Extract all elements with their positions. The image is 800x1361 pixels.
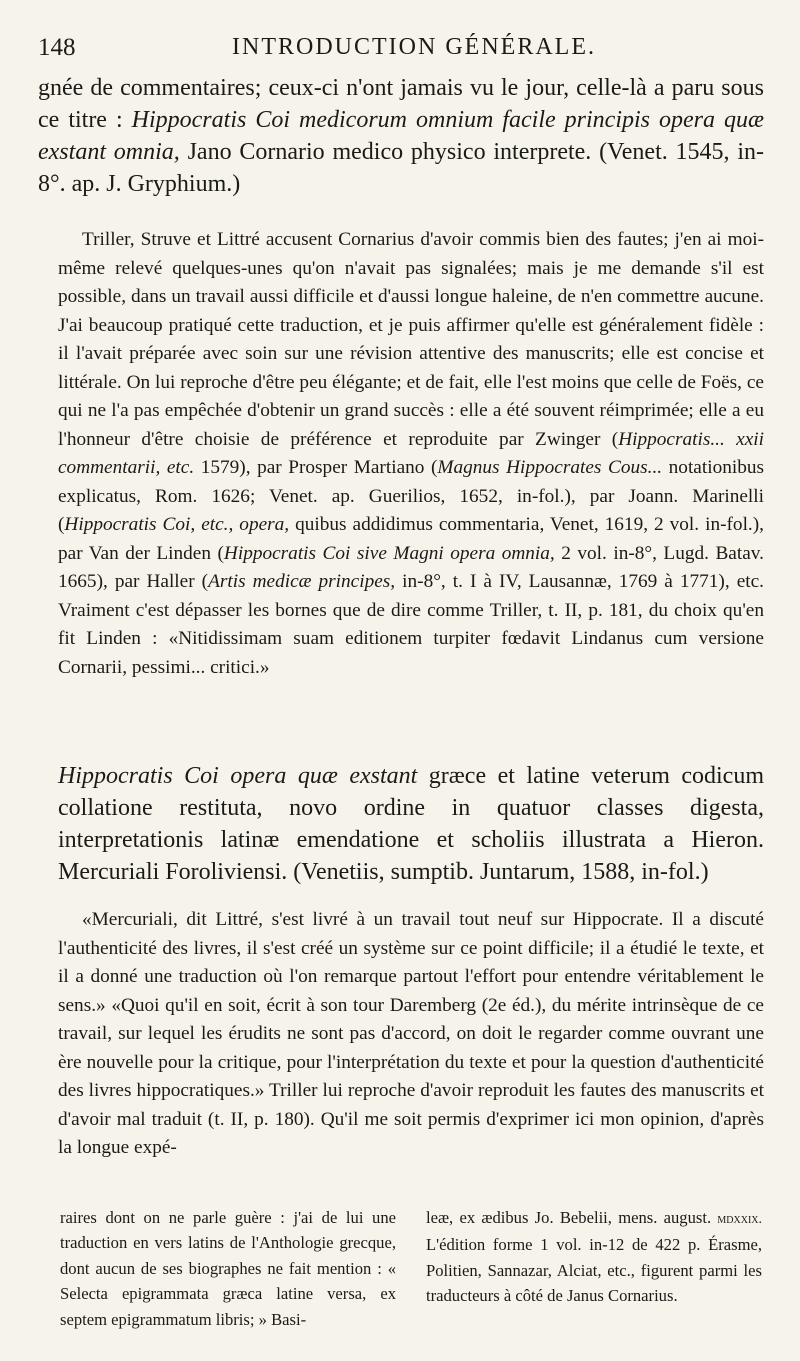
paragraph-text: in-8°, t. I à IV, Lausannæ, 1769 à 1771), etc. Vraiment c'est dépasser les bornes que de dire comme Triller, t. II, p. 181, du choix qu'en fit Linden : «Nitidissimam suam editionem turpiter fœdavit Lindanus cum versione Cornarii, pessimi... critici.» xyxy=(58,571,764,678)
entry-title: Hippocratis Coi opera quæ exstant xyxy=(58,763,418,789)
footnote-date: mdxxix. xyxy=(717,1212,762,1227)
paragraph-text: 1579), par Prosper Martiano ( xyxy=(194,457,438,478)
italic-title: Hippocratis Coi sive Magni opera omnia, xyxy=(223,542,555,564)
bibliography-entry-mercuriali xyxy=(58,760,764,888)
italic-title: Magnus Hippocrates Cous... xyxy=(437,457,663,478)
commentary-paragraph-mercuriali xyxy=(58,906,764,1163)
footnote-right-column xyxy=(426,1205,762,1309)
paragraph-text: notationibus explicatus, Rom. 1626; Venet. ap. Guerilios, 1652, in-fol.), par Joann. Marinelli ( xyxy=(58,457,764,535)
page-number: 148 xyxy=(38,34,76,61)
entry-tail-text: Jano Cornario medico physico interprete. (Venet. 1545, in-8°. ap. J. Gryphium.) xyxy=(38,139,764,197)
paragraph-text: «Mercuriali, dit Littré, s'est livré à un travail tout neuf sur Hippocrate. Il a discuté l'authenticité des livres, il s'est créé un système sur ce point difficile; il a étudié le texte, et il a donné une traduction où l'on remarque partout l'effort pour entendre véritablement le sens.» «Quoi qu'il en soit, écrit à son tour Daremberg (2e éd.), du mérite intrinsèque de ce travail, sur lequel les érudits ne sont pas d'accord, on doit le regarder comme ouvrant une ère nouvelle pour la critique, pour l'interprétation du texte et pour la question d'authenticité des livres hippocratiques.» Triller lui reproche d'avoir reproduit les fautes des manuscrits et d'avoir mal traduit (t. II, p. 180). Qu'il me soit permis d'exprimer ici mon opinion, d'après la longue expé- xyxy=(58,909,764,1158)
footnote-text: L'édition forme 1 vol. in-12 de 422 p. Érasme, Politien, Sannazar, Alciat, etc., figurent parmi les traducteurs à côté de Janus Cornarius. xyxy=(426,1235,762,1306)
entry-tail-text: græce et latine veterum codicum collatione restituta, novo ordine in quatuor classes digesta, interpretationis latinæ emendatione et scholiis illustrata a Hieron. Mercuriali Foroliviensi. (Venetiis, sumptib. Juntarum, 1588, in-fol.) xyxy=(58,763,764,885)
paragraph-text: quibus addidimus commentaria, Venet, 1619, 2 vol. in-fol.), par Van der Linden ( xyxy=(58,514,764,564)
running-title: INTRODUCTION GÉNÉRALE. xyxy=(232,34,596,60)
footnote-text: leæ, ex ædibus Jo. Bebelii, mens. august. xyxy=(426,1208,718,1227)
page-header xyxy=(38,26,770,66)
paragraph-text: 2 vol. in-8°, Lugd. Batav. 1665), par Haller ( xyxy=(58,542,764,592)
footnote-left-column xyxy=(60,1205,396,1332)
bibliography-entry-cornarius xyxy=(38,72,764,200)
entry-lead-text: gnée de commentaires; ceux-ci n'ont jamais vu le jour, celle-là a paru sous ce titre : xyxy=(38,75,764,133)
italic-title: Hippocratis Coi, etc., opera, xyxy=(64,514,290,535)
entry-title: Hippocratis Coi medicorum omnium facile principis opera quæ exstant omnia, xyxy=(38,107,765,165)
paragraph-text: Triller, Struve et Littré accusent Cornarius d'avoir commis bien des fautes; j'en ai moi-même relevé quelques-unes qu'on n'avait pas signalées; mais je me demande s'il est possible, dans un travail aussi difficile et d'aussi longue haleine, de n'en commettre aucune. J'ai beaucoup pratiqué cette traduction, et je puis affirmer qu'elle est généralement fidèle : il l'avait préparée avec soin sur une révision attentive des manuscrits; elle est concise et littérale. On lui reproche d'être peu élégante; et de fait, elle l'est moins que celle de Foës, ce qui ne l'a pas empêchée d'obtenir un grand succès : elle a été souvent réimprimée; elle a eu l'honneur d'être choisie de préférence et reproduite par Zwinger ( xyxy=(58,229,764,450)
footnote-text: raires dont on ne parle guère : j'ai de lui une traduction en vers latins de l'Anthologie grecque, dont aucun de ses biographes ne fait mention : « Selecta epigrammata græca latine versa, ex septem epigrammatum libris; » Basi- xyxy=(60,1208,396,1329)
italic-title: Hippocratis... xxii commentarii, etc. xyxy=(58,428,765,478)
commentary-paragraph-cornarius xyxy=(58,226,764,682)
italic-title: Artis medicæ principes, xyxy=(208,571,396,592)
